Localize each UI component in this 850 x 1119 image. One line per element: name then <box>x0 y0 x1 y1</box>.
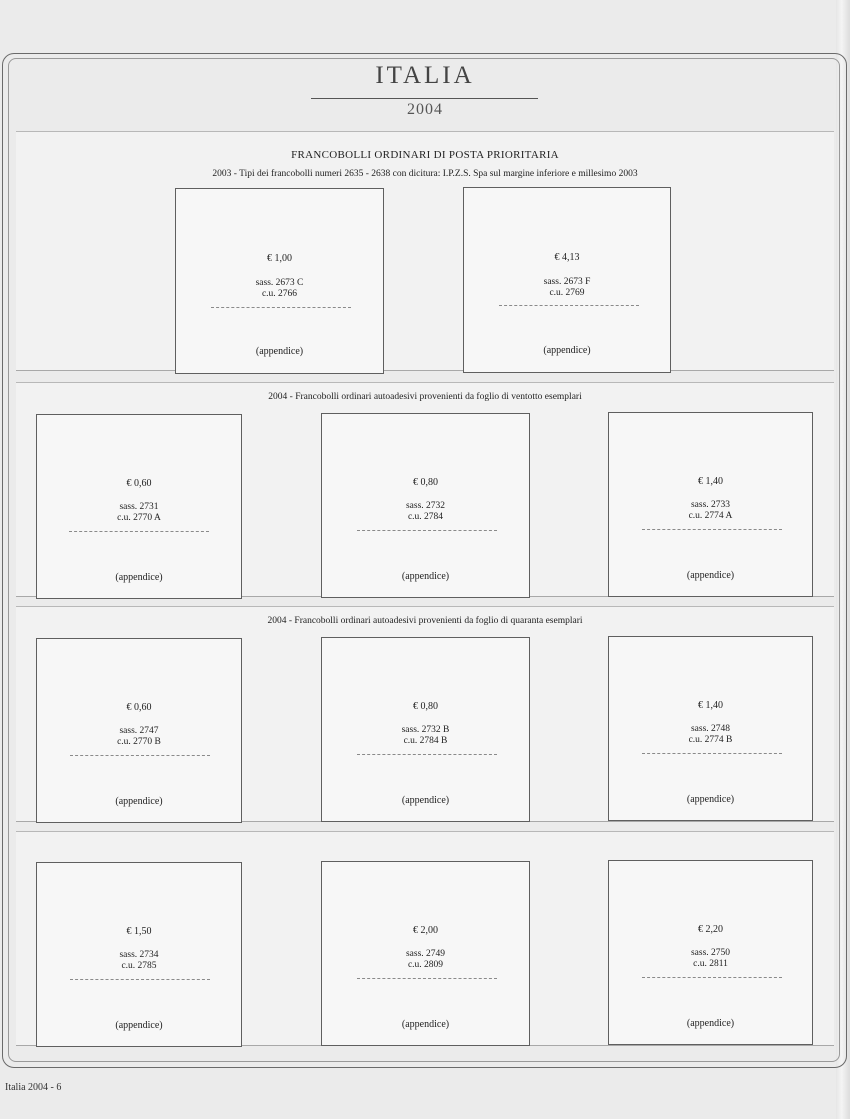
stamp-appendix: (appendice) <box>686 1018 735 1029</box>
stamp-cu: c.u. 2784 <box>407 512 444 522</box>
stamp-price: € 2,00 <box>413 925 438 936</box>
stamp-sass: sass. 2733 <box>690 500 731 510</box>
stamp-price: € 0,60 <box>126 478 152 489</box>
section-title: FRANCOBOLLI ORDINARI DI POSTA PRIORITARIA <box>291 149 559 161</box>
stamp-price: € 1,40 <box>698 476 723 487</box>
stamp-sass: sass. 2673 F <box>543 277 591 287</box>
dashed-line <box>642 977 782 978</box>
stamp-appendix: (appendice) <box>255 346 304 357</box>
stamp-sass: sass. 2732 <box>405 501 446 511</box>
stamp-slot <box>36 638 242 823</box>
dashed-line <box>70 755 210 756</box>
dashed-line <box>69 531 209 532</box>
stamp-cu: c.u. 2774 B <box>688 735 733 745</box>
stamp-appendix: (appendice) <box>401 795 450 806</box>
stamp-slot <box>321 637 530 822</box>
dashed-line <box>357 754 497 755</box>
stamp-strip-4 <box>16 831 834 1046</box>
stamp-cu: c.u. 2770 B <box>117 737 161 747</box>
stamp-cu: c.u. 2769 <box>549 288 585 298</box>
stamp-price: € 0,60 <box>126 702 152 713</box>
page-title: ITALIA <box>375 62 475 89</box>
title-rule <box>311 98 538 99</box>
stamp-sass: sass. 2749 <box>405 949 446 959</box>
stamp-cu: c.u. 2785 <box>121 961 157 971</box>
stamp-appendix: (appendice) <box>115 1020 163 1031</box>
dashed-line <box>70 979 210 980</box>
stamp-appendix: (appendice) <box>401 571 450 582</box>
stamp-strip-1 <box>16 131 834 371</box>
stamp-price: € 1,40 <box>698 700 723 711</box>
section-subtitle: 2004 - Francobolli ordinari autoadesivi provenienti da foglio di quaranta esemplari <box>267 616 583 626</box>
dashed-line <box>642 529 782 530</box>
dashed-line <box>357 530 497 531</box>
dashed-line <box>211 307 351 308</box>
stamp-strip-2 <box>16 382 834 597</box>
stamp-sass: sass. 2732 B <box>401 725 450 735</box>
stamp-slot <box>36 862 242 1047</box>
page-footer: Italia 2004 - 6 <box>5 1082 62 1093</box>
stamp-price: € 1,50 <box>126 926 152 937</box>
stamp-appendix: (appendice) <box>686 794 735 805</box>
stamp-slot <box>321 413 530 598</box>
stamp-appendix: (appendice) <box>543 345 591 356</box>
stamp-price: € 0,80 <box>413 701 438 712</box>
page-year: 2004 <box>407 101 443 118</box>
stamp-sass: sass. 2673 C <box>255 278 304 288</box>
stamp-appendix: (appendice) <box>115 796 163 807</box>
stamp-price: € 2,20 <box>698 924 723 935</box>
stamp-sass: sass. 2748 <box>690 724 731 734</box>
stamp-appendix: (appendice) <box>401 1019 450 1030</box>
stamp-appendix: (appendice) <box>115 572 163 583</box>
stamp-slot <box>36 414 242 599</box>
dashed-line <box>357 978 497 979</box>
stamp-sass: sass. 2731 <box>119 502 159 512</box>
dashed-line <box>642 753 782 754</box>
stamp-price: € 4,13 <box>554 252 580 263</box>
stamp-slot <box>608 636 813 821</box>
stamp-cu: c.u. 2809 <box>407 960 444 970</box>
stamp-cu: c.u. 2766 <box>261 289 298 299</box>
stamp-cu: c.u. 2811 <box>693 959 728 969</box>
stamp-price: € 1,00 <box>267 253 292 264</box>
stamp-slot <box>608 860 813 1045</box>
stamp-sass: sass. 2734 <box>119 950 159 960</box>
stamp-sass: sass. 2747 <box>119 726 159 736</box>
stamp-cu: c.u. 2770 A <box>117 513 161 523</box>
section-subtitle: 2003 - Tipi dei francobolli numeri 2635 - 2638 con dicitura: I.P.Z.S. Spa sul margine inferiore e millesimo 2003 <box>212 169 638 179</box>
stamp-cu: c.u. 2784 B <box>403 736 448 746</box>
stamp-appendix: (appendice) <box>686 570 735 581</box>
stamp-slot <box>608 412 813 597</box>
stamp-price: € 0,80 <box>413 477 438 488</box>
stamp-strip-3 <box>16 606 834 822</box>
stamp-cu: c.u. 2774 A <box>688 511 733 521</box>
dashed-line <box>499 305 639 306</box>
stamp-slot <box>175 188 384 374</box>
stamp-slot <box>321 861 530 1046</box>
stamp-slot <box>463 187 671 373</box>
section-subtitle: 2004 - Francobolli ordinari autoadesivi provenienti da foglio di ventotto esemplari <box>268 392 582 402</box>
stamp-sass: sass. 2750 <box>690 948 731 958</box>
